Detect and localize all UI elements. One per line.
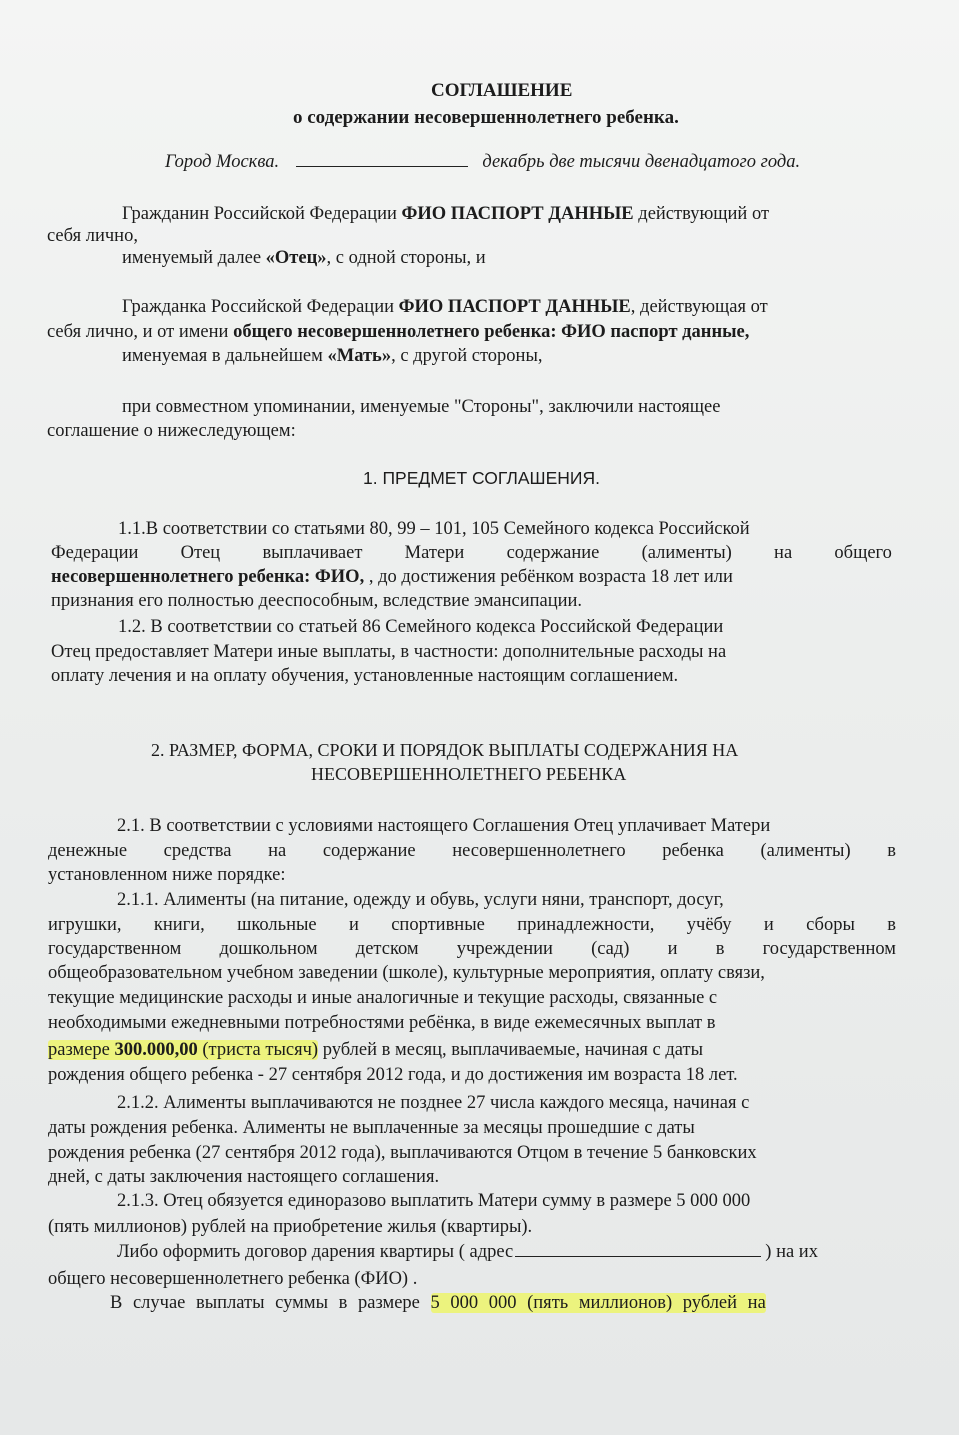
father-name: ФИО ПАСПОРТ ДАННЫЕ <box>401 204 634 224</box>
clause-2-1-3-line-3: Либо оформить договор дарения квартиры ( адрес ) на их <box>117 1242 818 1262</box>
clause-2-1-3-line-5: В случае выплаты суммы в размере 5 000 000 (пять миллионов) рублей на <box>110 1293 766 1313</box>
clause-2-1-1-line-7: размере 300.000,00 (триста тысяч) рублей в месяц, выплачиваемые, начиная с даты <box>48 1040 704 1060</box>
section-2-heading-line-2: НЕСОВЕРШЕННОЛЕТНЕГО РЕБЕНКА <box>311 764 627 784</box>
clause-2-1-1-line-8: рождения общего ребенка - 27 сентября 2012 года, и до достижения им возраста 18 лет. <box>48 1065 738 1085</box>
child-reference: общего несовершеннолетнего ребенка: ФИО паспорт данные, <box>233 322 750 342</box>
father-line-3: именуемый далее «Отец», с одной стороны, и <box>122 248 486 268</box>
father-line-1: Гражданин Российской Федерации ФИО ПАСПОРТ ДАННЫЕ действующий от <box>122 204 770 224</box>
clause-2-1-2-line-4: дней, с даты заключения настоящего соглашения. <box>48 1167 440 1187</box>
clause-1-1-line-1: 1.1.В соответствии со статьями 80, 99 – 101, 105 Семейного кодекса Российской <box>118 519 750 539</box>
document-title: СОГЛАШЕНИЕ <box>431 80 573 101</box>
clause-1-1-line-2: Федерации Отец выплачивает Матери содержание (алименты) на общего <box>51 543 892 563</box>
city: Город Москва. <box>165 152 280 172</box>
father-line-2: себя лично, <box>47 226 138 246</box>
clause-2-1-1-line-6: необходимыми ежедневными потребностями ребёнка, в виде ежемесячных выплат в <box>48 1013 716 1033</box>
mother-line-3: именуемая в дальнейшем «Мать», с другой стороны, <box>122 346 543 366</box>
section-1-heading: 1. ПРЕДМЕТ СОГЛАШЕНИЯ. <box>363 468 600 488</box>
clause-2-1-2-line-3: рождения ребенка (27 сентября 2012 года), выплачиваются Отцом в течение 5 банковских <box>48 1143 757 1163</box>
date-blank <box>296 150 468 167</box>
address-blank <box>515 1240 761 1257</box>
clause-2-1-1-line-4: общеобразовательном учебном заведении (школе), культурные мероприятия, оплату связи, <box>48 963 765 983</box>
clause-2-1-1-line-2: игрушки, книги, школьные и спортивные принадлежности, учёбу и сборы в <box>48 915 896 935</box>
mother-line-1: Гражданка Российской Федерации ФИО ПАСПОРТ ДАННЫЕ, действующая от <box>122 297 768 317</box>
mother-role: «Мать» <box>327 346 392 366</box>
monthly-amount: 300.000,00 <box>114 1040 198 1060</box>
parties-line-1: при совместном упоминании, именуемые "Стороны", заключили настоящее <box>122 397 721 417</box>
clause-2-1-3-line-4: общего несовершеннолетнего ребенка (ФИО) . <box>48 1269 418 1289</box>
father-role: «Отец» <box>265 248 327 268</box>
clause-1-2-line-3: оплату лечения и на оплату обучения, установленные настоящим соглашением. <box>51 666 679 686</box>
clause-2-1-2-line-1: 2.1.2. Алименты выплачиваются не позднее 27 числа каждого месяца, начиная с <box>117 1093 750 1113</box>
document-subtitle: о содержании несовершеннолетнего ребенка. <box>293 107 679 128</box>
clause-1-2-line-2: Отец предоставляет Матери иные выплаты, в частности: дополнительные расходы на <box>51 642 727 662</box>
clause-1-1-line-4: признания его полностью дееспособным, вследствие эмансипации. <box>51 591 583 611</box>
parties-line-2: соглашение о нижеследующем: <box>47 421 296 441</box>
clause-2-1-1-line-5: текущие медицинские расходы и иные аналогичные и текущие расходы, связанные с <box>48 988 718 1008</box>
section-2-heading-line-1: 2. РАЗМЕР, ФОРМА, СРОКИ И ПОРЯДОК ВЫПЛАТЫ СОДЕРЖАНИЯ НА <box>151 740 739 760</box>
clause-1-2-line-1: 1.2. В соответствии со статьей 86 Семейного кодекса Российской Федерации <box>118 617 724 637</box>
clause-2-1-line-2: денежные средства на содержание несовершеннолетнего ребенка (алименты) в <box>48 841 896 861</box>
highlighted-lump-sum: 5 000 000 (пять миллионов) рублей на <box>430 1293 766 1313</box>
clause-2-1-1-line-3: государственном дошкольном детском учреждении (сад) и в государственном <box>48 939 896 959</box>
city-date-line <box>165 150 800 173</box>
date-text: декабрь две тысячи двенадцатого года. <box>482 152 801 172</box>
child-name: несовершеннолетнего ребенка: ФИО, <box>51 567 365 587</box>
mother-line-2: себя лично, и от имени общего несовершеннолетнего ребенка: ФИО паспорт данные, <box>47 322 750 342</box>
clause-2-1-3-line-1: 2.1.3. Отец обязуется единоразово выплатить Матери сумму в размере 5 000 000 <box>117 1191 751 1211</box>
clause-2-1-1-line-1: 2.1.1. Алименты (на питание, одежду и обувь, услуги няни, транспорт, досуг, <box>117 890 724 910</box>
clause-2-1-2-line-2: даты рождения ребенка. Алименты не выплаченные за месяцы прошедшие с даты <box>48 1118 695 1138</box>
highlighted-amount: размере 300.000,00 (триста тысяч) <box>48 1040 319 1060</box>
clause-2-1-line-3: установленном ниже порядке: <box>48 865 286 885</box>
clause-1-1-line-3: несовершеннолетнего ребенка: ФИО, , до достижения ребёнком возраста 18 лет или <box>51 567 733 587</box>
clause-2-1-line-1: 2.1. В соответствии с условиями настоящего Соглашения Отец уплачивает Матери <box>117 816 771 836</box>
clause-2-1-3-line-2: (пять миллионов) рублей на приобретение жилья (квартиры). <box>48 1217 533 1237</box>
mother-name: ФИО ПАСПОРТ ДАННЫЕ <box>398 297 631 317</box>
